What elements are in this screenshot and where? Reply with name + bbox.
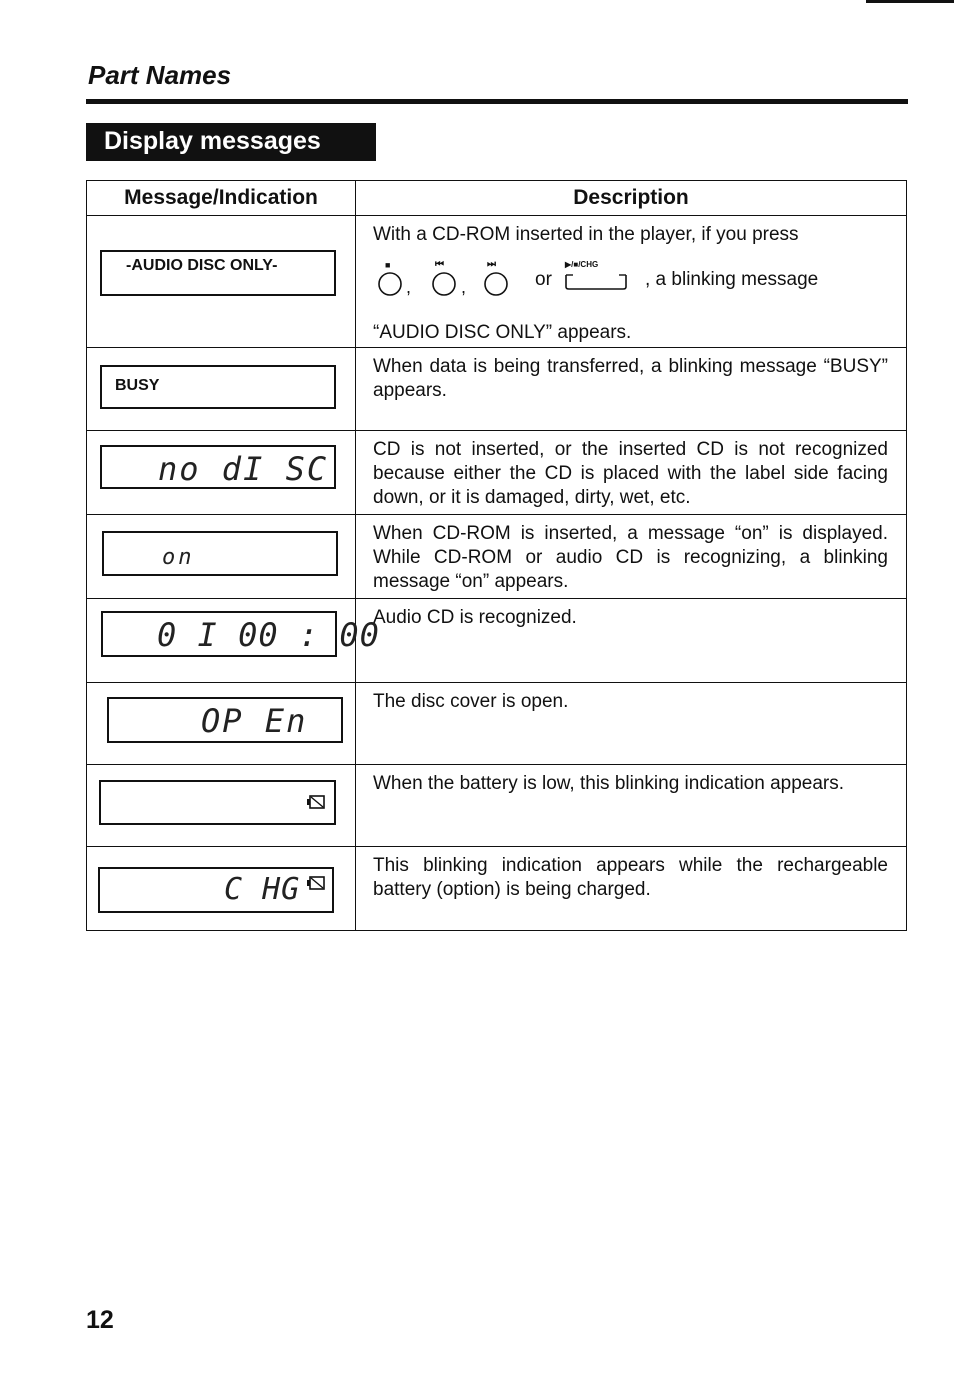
message-cell (87, 847, 356, 931)
table-row (87, 515, 907, 599)
description-cell: Audio CD is recognized. (356, 599, 907, 683)
lcd-segment-text: 0 I 00 : 00 (157, 616, 380, 654)
lcd-display (99, 780, 336, 825)
message-cell (87, 599, 380, 683)
title-rule (86, 99, 908, 104)
lcd-text: BUSY (115, 377, 160, 394)
lcd-display (98, 867, 334, 913)
stop-label: ■ (385, 260, 391, 270)
play-charge-label: ▶/■/CHG (565, 260, 599, 269)
stop-button-icon (377, 271, 403, 297)
section-title: Part Names (88, 60, 232, 90)
prev-label: ⏮ (435, 259, 444, 270)
table-row (87, 683, 907, 765)
description-cell: When CD-ROM is inserted, a message “on” is displayed. While CD-ROM or audio CD is recognizing, a blinking message “on” appears. (356, 515, 907, 599)
description-cell (356, 216, 907, 348)
battery-low-icon (306, 794, 326, 810)
description-line: “AUDIO DISC ONLY” appears. (373, 322, 632, 343)
message-cell (87, 216, 356, 348)
table-row (87, 765, 907, 847)
lcd-display (100, 445, 336, 489)
description-cell: CD is not inserted, or the inserted CD is not recognized because either the CD is placed with the label side facing down, or it is damaged, dirty, wet, etc. (356, 431, 907, 515)
lcd-display (107, 697, 343, 743)
message-cell (87, 348, 356, 431)
description-tail: , a blinking message (645, 269, 819, 290)
next-button-icon (483, 271, 509, 297)
comma: , (406, 277, 412, 297)
table-row (87, 599, 907, 683)
top-corner-rule (866, 0, 954, 3)
lcd-segment-text: OP En (201, 702, 308, 740)
message-cell (87, 431, 356, 515)
display-messages-banner: Display messages (86, 123, 376, 161)
comma: , (461, 277, 467, 297)
description-cell: The disc cover is open. (356, 683, 907, 765)
display-messages-table (86, 180, 907, 931)
lcd-segment-text: C HG (224, 872, 301, 907)
next-label: ⏭ (487, 259, 496, 270)
column-header-description: Description (356, 181, 907, 216)
table-header-row (87, 181, 907, 216)
message-cell (87, 683, 356, 765)
battery-low-icon (306, 875, 326, 891)
table-row (87, 431, 907, 515)
table-row (87, 216, 907, 348)
lcd-display (102, 531, 338, 576)
or-text: or (535, 269, 552, 290)
description-cell: When data is being transferred, a blinking message “BUSY” appears. (356, 348, 907, 431)
table-row (87, 847, 907, 931)
message-cell (87, 515, 356, 599)
lcd-segment-text: on (162, 545, 195, 570)
column-header-message: Message/Indication (87, 181, 356, 216)
lcd-display (100, 250, 336, 296)
table-row (87, 348, 907, 431)
button-row (373, 251, 888, 315)
lcd-display (100, 365, 336, 409)
lcd-segment-text: no dI SC (158, 450, 329, 488)
lcd-display (101, 611, 380, 657)
prev-button-icon (431, 271, 457, 297)
description-cell: When the battery is low, this blinking indication appears. (356, 765, 907, 847)
page-number: 12 (86, 1306, 114, 1334)
message-cell (87, 765, 356, 847)
description-cell: This blinking indication appears while the rechargeable battery (option) is being charged. (356, 847, 907, 931)
lcd-text: -AUDIO DISC ONLY- (126, 257, 278, 274)
description-line: With a CD-ROM inserted in the player, if you press (373, 224, 799, 245)
play-charge-button-icon (563, 269, 629, 291)
